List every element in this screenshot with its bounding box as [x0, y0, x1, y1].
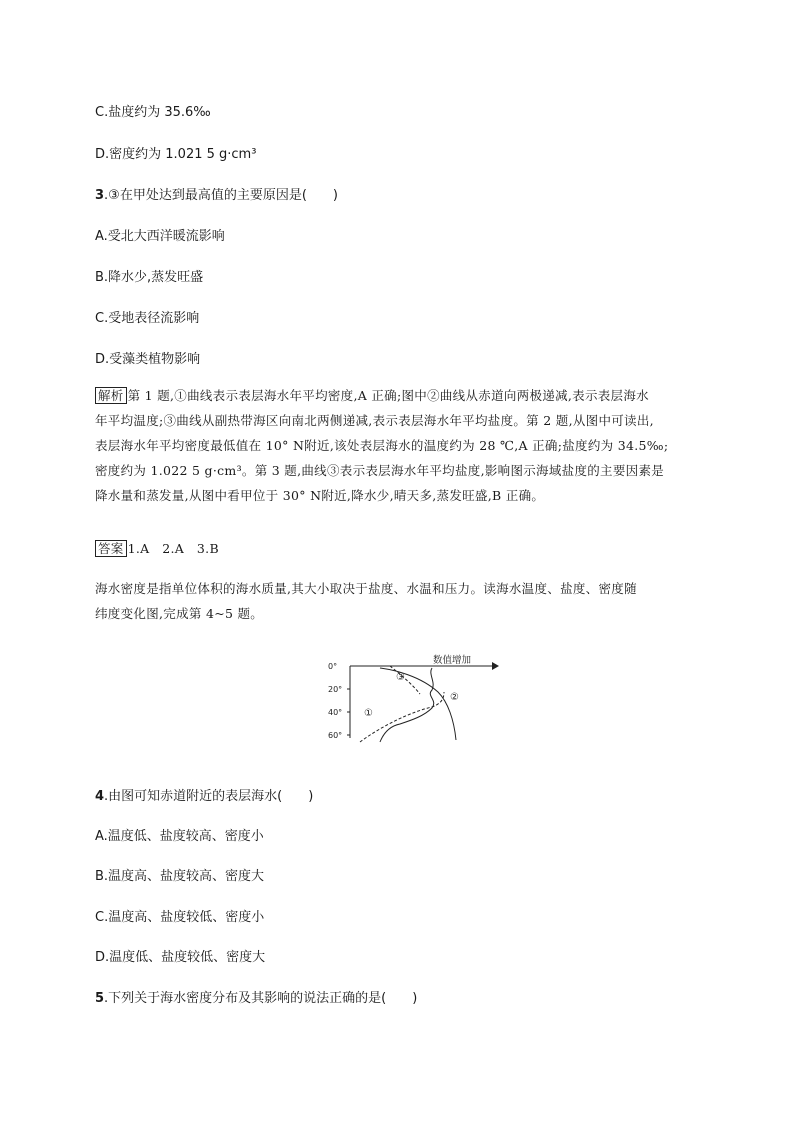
question-3	[95, 184, 338, 203]
analysis-line: 表层海水年平均密度最低值在 10° N附近,该处表层海水的温度约为 28 ℃,A 正确;盐度约为 34.5‰;	[95, 438, 669, 453]
y-tick-label: 40°	[328, 708, 343, 717]
intro-line: 海水密度是指单位体积的海水质量,其大小取决于盐度、水温和压力。读海水温度、盐度、密度随	[95, 581, 637, 596]
q4-option-c: C.温度高、盐度较低、密度小	[95, 910, 265, 925]
salinity-curve	[380, 668, 434, 742]
y-tick-label: 20°	[328, 685, 343, 694]
question-stem: .下列关于海水密度分布及其影响的说法正确的是( )	[104, 991, 418, 1006]
analysis-tag: 解析	[95, 387, 127, 404]
q4-option-b: B.温度高、盐度较高、密度大	[95, 869, 265, 884]
temperature-curve	[380, 668, 456, 740]
q3-option-a: A.受北大西洋暖流影响	[95, 229, 225, 244]
salinity-dashed-segment	[390, 666, 420, 694]
curve-label-1: ①	[364, 708, 373, 719]
y-tick-label: 0°	[328, 662, 338, 671]
question-number: 5	[95, 991, 105, 1006]
arrow-head	[492, 662, 499, 670]
question-stem: .③在甲处达到最高值的主要原因是( )	[104, 188, 338, 203]
intro-line: 纬度变化图,完成第 4~5 题。	[95, 606, 264, 621]
analysis-block	[95, 383, 705, 508]
answer-text: 1.A 2.A 3.B	[127, 541, 219, 556]
q3-option-c: C.受地表径流影响	[95, 311, 200, 326]
curve-label-3: ③	[396, 672, 405, 683]
y-tick-label: 60°	[328, 731, 343, 740]
arrow-label: 数值增加	[433, 655, 472, 666]
question-5	[95, 987, 417, 1006]
analysis-line: 年平均温度;③曲线从副热带海区向南北两侧递减,表示表层海水年平均盐度。第 2 题,从图中可读出,	[95, 413, 654, 428]
latitude-variation-figure	[320, 652, 500, 747]
answer-block	[95, 536, 705, 561]
answer-tag: 答案	[95, 540, 127, 557]
question-4	[95, 785, 313, 804]
q4-option-a: A.温度低、盐度较高、密度小	[95, 829, 264, 844]
curve-label-2: ②	[450, 692, 459, 703]
analysis-line: 密度约为 1.022 5 g·cm³。第 3 题,曲线③表示表层海水年平均盐度,影响图示海域盐度的主要因素是	[95, 463, 665, 478]
intro-block	[95, 576, 705, 626]
q3-option-b: B.降水少,蒸发旺盛	[95, 270, 204, 285]
q3-option-d: D.受藻类植物影响	[95, 352, 201, 367]
question-number: 4	[95, 789, 105, 804]
analysis-line: 降水量和蒸发量,从图中看甲位于 30° N附近,降水少,晴天多,蒸发旺盛,B 正确。	[95, 488, 545, 503]
question-number: 3	[95, 188, 105, 203]
option-c-salinity: C.盐度约为 35.6‰	[95, 105, 211, 120]
analysis-line: 解析 第 1 题,①曲线表示表层海水年平均密度,A 正确;图中②曲线从赤道向两极递减,表示表层海水	[95, 383, 705, 408]
question-stem: .由图可知赤道附近的表层海水( )	[104, 789, 314, 804]
option-d-density: D.密度约为 1.021 5 g·cm³	[95, 147, 257, 162]
q4-option-d: D.温度低、盐度较低、密度大	[95, 950, 266, 965]
